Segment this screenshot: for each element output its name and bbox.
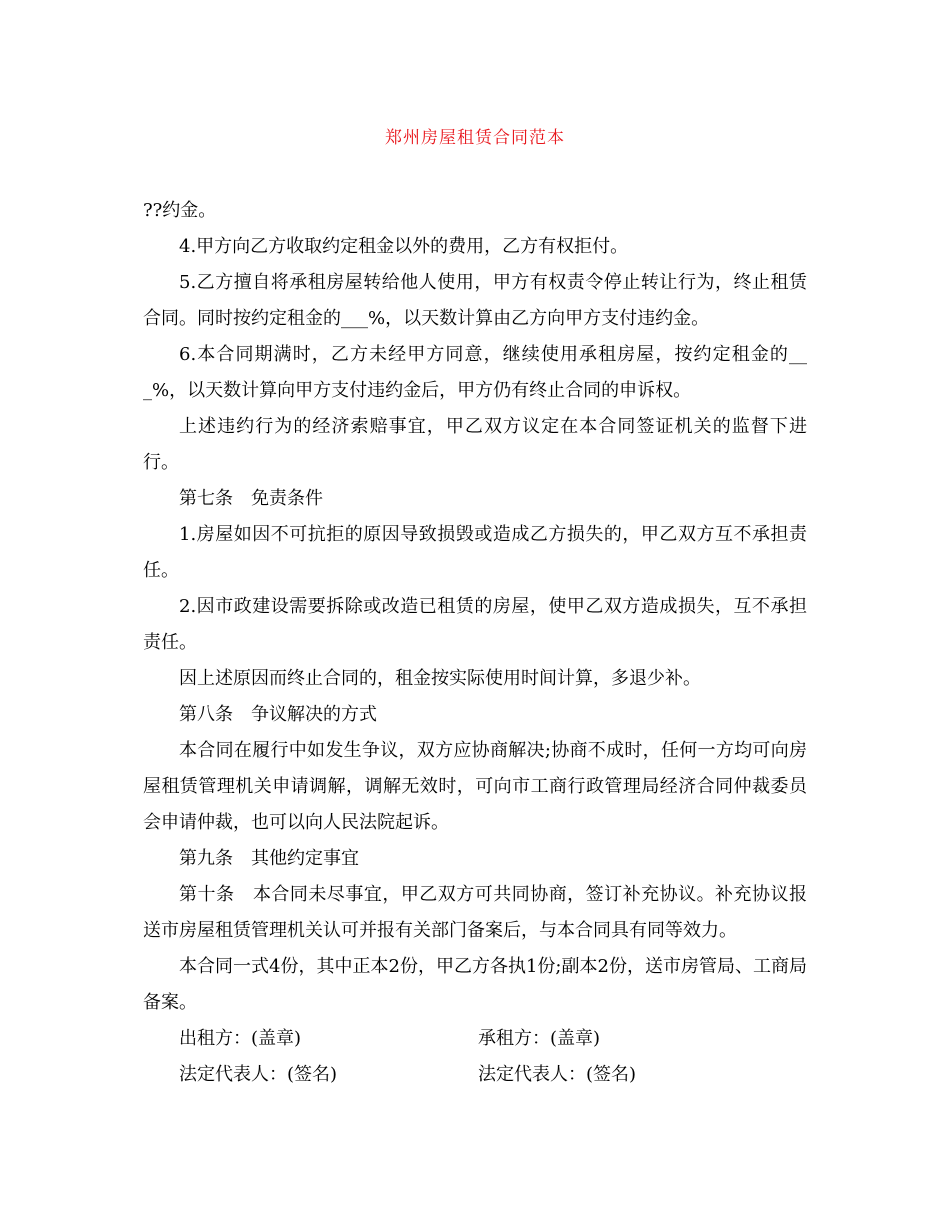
article-8-heading: 第八条 争议解决的方式 <box>179 704 377 725</box>
lessor-representative-label: 法定代表人：(签名) <box>179 1064 338 1085</box>
paragraph-breach-claims: 上述违约行为的经济索赔事宜，甲乙双方议定在本合同签证机关的监督下进行。 <box>143 416 807 473</box>
article-7-heading: 第七条 免责条件 <box>179 488 323 509</box>
paragraph-rent-settlement: 因上述原因而终止合同的，租金按实际使用时间计算，多退少补。 <box>179 668 701 689</box>
article-9-heading: 第九条 其他约定事宜 <box>179 848 359 869</box>
paragraph-dispute-resolution: 本合同在履行中如发生争议，双方应协商解决;协商不成时，任何一方均可向房屋租赁管理机关申请调解，调解无效时，可向市工商行政管理局经济合同仲裁委员会申请仲裁，也可以向人民法院起诉。 <box>143 740 807 833</box>
lessee-representative-label: 法定代表人：(签名) <box>478 1064 637 1085</box>
paragraph-continuation: ??约金。 <box>143 200 217 221</box>
signature-row-representative <box>143 1057 807 1093</box>
lessor-seal-label: 出租方：(盖章) <box>179 1028 302 1049</box>
document-title: 郑州房屋租赁合同范本 <box>385 128 565 148</box>
paragraph-copies: 本合同一式4份，其中正本2份，甲乙方各执1份;副本2份，送市房管局、工商局备案。 <box>143 956 807 1013</box>
paragraph-article-10: 第十条 本合同未尽事宜，甲乙双方可共同协商，签订补充协议。补充协议报送市房屋租赁管理机关认可并报有关部门备案后，与本合同具有同等效力。 <box>143 884 807 941</box>
paragraph-clause-4: 4.甲方向乙方收取约定租金以外的费用，乙方有权拒付。 <box>179 236 629 257</box>
paragraph-clause-6: 6.本合同期满时，乙方未经甲方同意，继续使用承租房屋，按约定租金的___%，以天数计算向甲方支付违约金后，甲方仍有终止合同的申诉权。 <box>143 344 807 401</box>
signature-row-seal <box>143 1021 807 1057</box>
paragraph-article-7-item-1: 1.房屋如因不可抗拒的原因导致损毁或造成乙方损失的，甲乙双方互不承担责任。 <box>143 524 807 581</box>
lessee-seal-label: 承租方：(盖章) <box>478 1028 601 1049</box>
document-body <box>143 193 807 1093</box>
paragraph-article-7-item-2: 2.因市政建设需要拆除或改造已租赁的房屋，使甲乙双方造成损失，互不承担责任。 <box>143 596 807 653</box>
paragraph-clause-5: 5.乙方擅自将承租房屋转给他人使用，甲方有权责令停止转让行为，终止租赁合同。同时按约定租金的___%，以天数计算由乙方向甲方支付违约金。 <box>143 272 807 329</box>
